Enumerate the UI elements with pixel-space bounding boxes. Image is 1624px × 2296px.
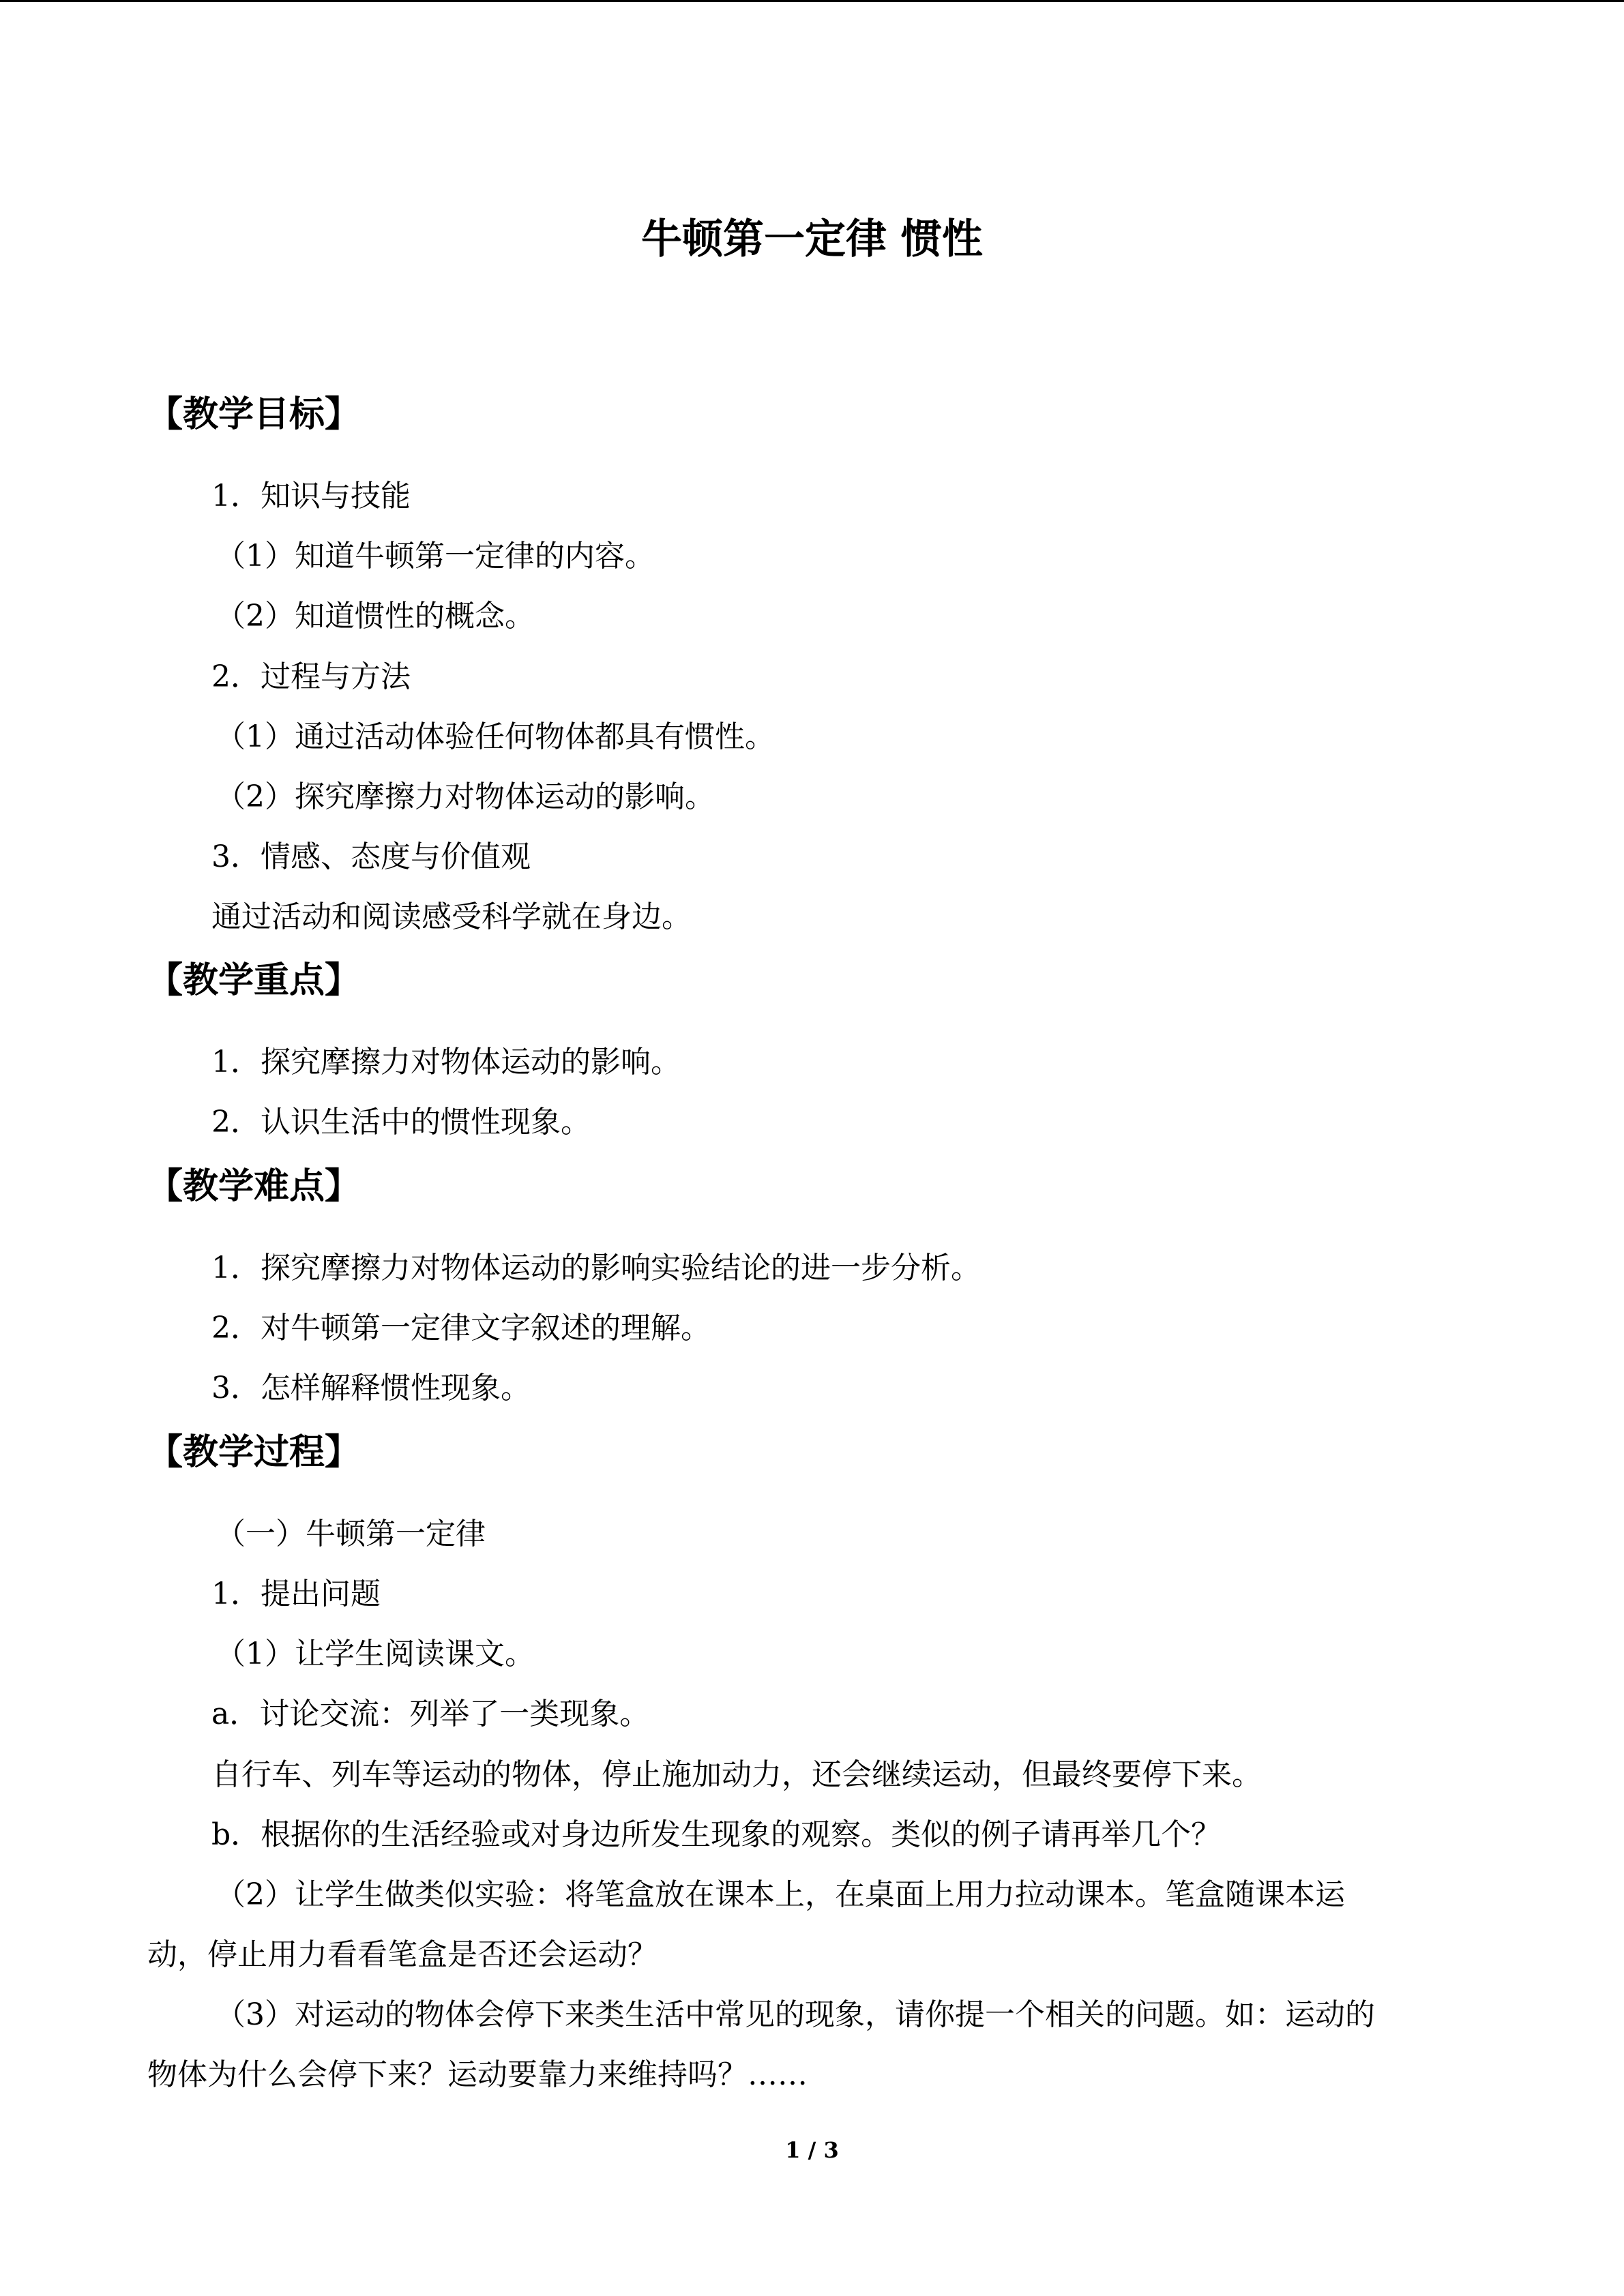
text-line: 2．对牛顿第一定律文字叙述的理解。 — [211, 1311, 711, 1345]
text-line: 物体为什么会停下来？运动要靠力来维持吗？…… — [147, 2057, 808, 2092]
text-line: （3）对运动的物体会停下来类生活中常见的现象，请你提一个相关的问题。如：运动的 — [216, 1997, 1375, 2032]
text-line: （2）探究摩擦力对物体运动的影响。 — [216, 779, 715, 814]
text-line: （1）通过活动体验任何物体都具有惯性。 — [216, 719, 775, 754]
text-line: 1．知识与技能 — [211, 479, 411, 513]
section-heading-difficulties: 【教学难点】 — [147, 1166, 361, 1207]
text-line: 1．探究摩擦力对物体运动的影响实验结论的进一步分析。 — [211, 1251, 981, 1285]
text-line: 3．情感、态度与价值观 — [211, 839, 531, 874]
text-line: 动，停止用力看看笔盒是否还会运动？ — [147, 1937, 658, 1972]
page-number: 1 / 3 — [785, 2137, 839, 2163]
text-line: （1）知道牛顿第一定律的内容。 — [216, 539, 655, 573]
text-line: 1．探究摩擦力对物体运动的影响。 — [211, 1045, 681, 1079]
section-heading-key-points: 【教学重点】 — [147, 960, 361, 1001]
text-line: （2）知道惯性的概念。 — [216, 599, 535, 633]
text-line: 3．怎样解释惯性现象。 — [211, 1371, 531, 1405]
text-line: （一）牛顿第一定律 — [216, 1517, 486, 1551]
section-heading-objectives: 【教学目标】 — [147, 394, 361, 435]
text-line: 自行车、列车等运动的物体，停止施加动力，还会继续运动，但最终要停下来。 — [211, 1757, 1262, 1792]
text-line: （2）让学生做类似实验：将笔盒放在课本上，在桌面上用力拉动课本。笔盒随课本运 — [216, 1877, 1345, 1912]
document-title: 牛顿第一定律 惯性 — [641, 215, 983, 263]
text-line: （1）让学生阅读课文。 — [216, 1637, 535, 1671]
text-line: 2．过程与方法 — [211, 659, 411, 694]
text-line: 通过活动和阅读感受科学就在身边。 — [211, 899, 692, 934]
text-line: 1．提出问题 — [211, 1577, 381, 1611]
section-heading-process: 【教学过程】 — [147, 1432, 361, 1473]
text-line: a．讨论交流：列举了一类现象。 — [211, 1697, 650, 1731]
text-line: b．根据你的生活经验或对身边所发生现象的观察。类似的例子请再举几个？ — [211, 1817, 1222, 1852]
text-line: 2．认识生活中的惯性现象。 — [211, 1105, 591, 1139]
